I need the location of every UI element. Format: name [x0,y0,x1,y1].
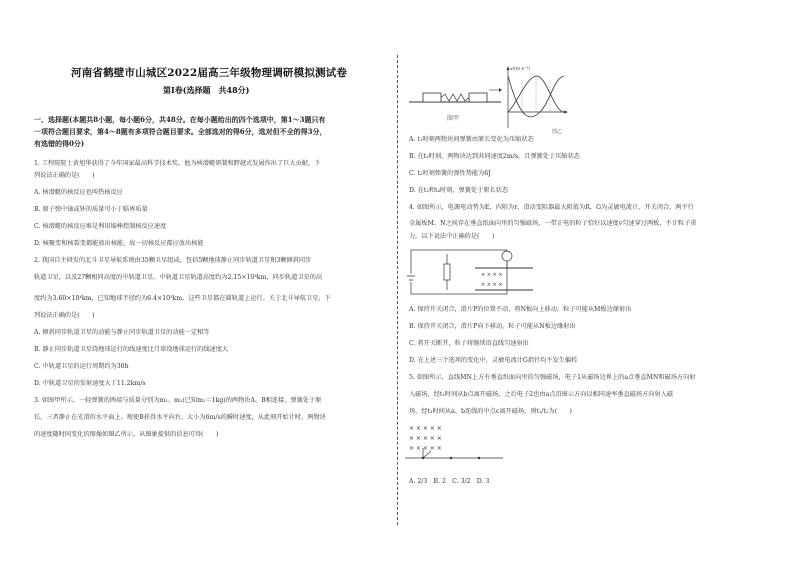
q3-stem-line-3: 的速度随时间变化的图像如图乙所示，从图象提供的信息可得( ) [34,431,219,438]
svg-text:× × × ×: × × × × [481,272,503,278]
section-subtitle: 第Ⅰ卷(选择题 共48分) [163,85,250,95]
fig-yi-label: 图乙 [552,129,563,135]
svg-text:× × × × ×: × × × × × [409,445,442,452]
spring-blocks-figure [405,68,505,126]
q4-option-d: D. 在上述三个选项的变化中，灵敏电流计G指针均不发生偏转 [409,357,578,364]
q2-option-c: C. 中轨道卫星的运行周期约为30h [34,363,129,370]
section-instruction-line-2: 一项符合题目要求，第4～8题有多项符合题目要求。全部选对的得6分，选对但不全的得3分， [34,127,327,136]
q1-option-d: D. 核聚变和核裂变都能放出核能，故一切核反应都应放出核能 [34,240,204,247]
q3-stem-line-2: 长，三者静止在光滑的水平面上。现使B获得水平向右、大小为6m/s的瞬时速度，从此刻开始计时，两物块 [34,414,326,421]
section-instruction-line-3: 有选错的得0分) [34,139,85,148]
q2-stem-line-3: 度约为3.60×10⁴km，已知地球半径约为6.4×10³km，这些卫星都在圆轨道上运行。关于北斗导航卫星，下 [34,295,331,302]
q3-stem-line-1: 3. 如图甲所示，一轻弹簧的两端与质量分别为m₁、m₂(已知m₂＝1kg)的两物块A、B相连接，弹簧处于原 [34,397,322,404]
q5-stem-line-3: 场，经t₂时间从a、b连线的中点c离开磁场，则t₁/t₂为( ) [409,408,572,415]
q3-option-c: C. t₂时刻弹簧的弹性势能为6J [409,170,491,177]
fig-yaxis-label: v/(m·s⁻¹) [510,67,531,72]
q3-option-b: B. 在t₃时刻，两物块达到共同速度2m/s，且弹簧处于压缩状态 [409,153,580,160]
q2-option-d: D. 中轨道卫星的发射速度大于11.2km/s [34,380,146,387]
q2-stem-line-1: 2. 我国自主研发的北斗卫星导航系统由35颗卫星组成，包括5颗地球静止同步轨道卫星和3颗倾斜同步 [34,257,312,264]
q2-stem-line-2: 轨道卫星，以及27颗相同高度的中轨道卫星。中轨道卫星轨道高度约为2.15×10⁴km，同步轨道卫星的高 [34,274,323,281]
q4-stem-line-2: 金属板M、N之间存在垂直纸面向里的匀强磁场，一带正电的粒子恰好以速度v匀速穿过两板，不计粒子重 [409,220,697,227]
q1-option-c: C. 核潜艇的核反应堆是利用镉棒控制核反应速度 [34,223,167,230]
q2-option-b: B. 静止同步轨道卫星绕地球运行的线速度比月球绕地球运行的线速度大 [34,346,229,353]
q2-stem-line-4: 列说法正确的是( ) [34,312,95,319]
svg-text:× × × × ×: × × × × × [409,425,442,432]
circuit-figure [403,244,539,302]
column-divider [397,55,398,525]
q4-stem-line-1: 4. 如图所示，电源电动势为E，内阻为r，滑动变阻器最大阻值为R，G为灵敏电流计，开关闭合，两平行 [409,204,694,211]
paper-title: 河南省鹤壁市山城区2022届高三年级物理调研模拟测试卷 [71,67,348,79]
q5-stem-line-2: 入磁场，经t₁时间从b点离开磁场。之后电子2也由a点沿图示方向以相同速率垂直磁场方向射入磁 [409,391,674,398]
q3-option-a: A. t₁时刻两物块间弹簧由原长变化为压缩状态 [409,136,534,143]
q4-option-c: C. 将开关断开，粒子将继续沿直线匀速射出 [409,340,529,347]
q1-stem-line-2: 列说法正确的是( ) [34,172,95,179]
svg-text:× × × × ×: × × × × × [409,435,442,442]
magnetic-field-figure [403,420,513,468]
fig-jia-label: 图甲 [447,115,460,122]
section-instruction-line-1: 一、选择题(本题共8小题，每小题6分，共48分。在每小题给出的四个选项中，第1～3题只有 [34,115,326,124]
q1-stem-line-1: 1. 工程院院士黄旭华获得了今年国家最高科学技术奖，他为核潜艇研制和跨越式发展作出了巨大贡献，下 [34,160,321,167]
q1-option-a: A. 核潜艇的核反应也叫热核反应 [34,189,123,196]
q1-option-b: B. 原子弹中铀或钚的质量可小于临界质量 [34,206,148,213]
svg-text:× × × ×: × × × × [481,282,503,288]
q4-option-b: B. 保持开关闭合，滑片P向下移动，粒子可能从N板边缘射出 [409,323,576,330]
q5-stem-line-1: 5. 如图所示，直线MN上方有垂直纸面向里的匀强磁场，电子1从磁场边界上的a点垂直MN和磁场方向射 [409,374,696,381]
q2-option-a: A. 倾斜同步轨道卫星的动能与静止同步轨道卫星的动能一定相等 [34,329,210,336]
velocity-time-graph [500,62,572,136]
q3-option-d: D. 在t₃和t₄时刻，弹簧处于原长状态 [409,187,509,194]
q4-stem-line-3: 力。以下说法中正确的是( ) [409,233,495,240]
q5-options: A. 2/3 B. 2 C. 3/2 D. 3 [409,478,490,485]
q4-option-a: A. 保持开关闭合，滑片P的位置不动，将N板向上移动，粒子可能从M板边缘射出 [409,306,632,313]
